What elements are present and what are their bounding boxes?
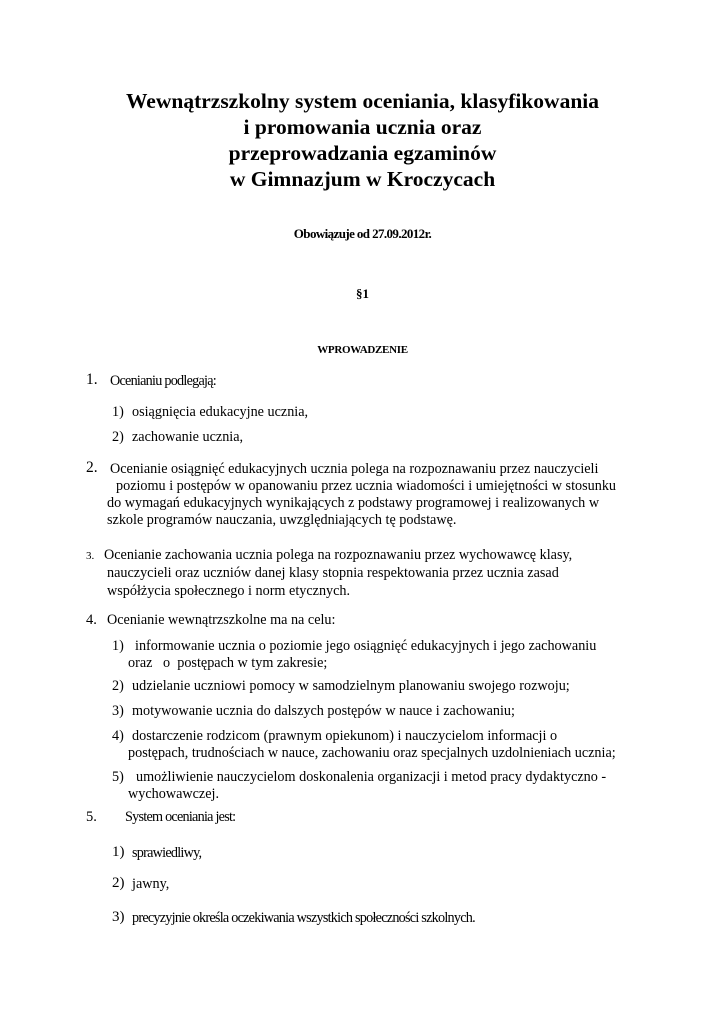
paragraph-marker: §1 — [356, 286, 369, 301]
subitem-text: osiągnięcia edukacyjne ucznia, — [132, 404, 309, 420]
subitem-number: 1) — [112, 638, 124, 654]
item-number: 2. — [86, 459, 98, 476]
subitem-number: 5) — [112, 769, 124, 785]
title-line: Wewnątrzszkolny system oceniania, klasyfikowania — [125, 89, 600, 113]
item-number: 4. — [86, 612, 97, 628]
title-line: w Gimnazjum w Kroczycach — [229, 167, 496, 191]
subitem-number: 4) — [112, 728, 124, 744]
item-text-line: do wymagań edukacyjnych wynikających z podstawy programowej i realizowanych w — [107, 495, 600, 511]
item-text-line: współżycia społecznego i norm etycznych. — [107, 583, 351, 599]
subitem-text: precyzyjnie określa oczekiwania wszystkich społeczności szkolnych. — [132, 910, 475, 926]
subitem-number: 2) — [112, 678, 124, 694]
subitem-text-line: postępach, trudnościach w nauce, zachowaniu oraz specjalnych uzdolnieniach ucznia; — [128, 745, 616, 761]
subitem-text-line: oraz o postępach w tym zakresie; — [128, 655, 328, 671]
subitem-text: zachowanie ucznia, — [132, 429, 244, 445]
subitem-text: motywowanie ucznia do dalszych postępów w nauce i zachowaniu; — [132, 703, 515, 719]
subitem-text-line: informowanie ucznia o poziomie jego osiągnięć edukacyjnych i jego zachowaniu — [135, 638, 597, 654]
subitem-text-line: umożliwienie nauczycielom doskonalenia organizacji i metod pracy dydaktyczno - — [136, 769, 607, 785]
subitem-number: 3) — [112, 703, 124, 719]
item-number: 3. — [86, 550, 95, 562]
subitem-number: 1) — [112, 404, 124, 420]
item-text: System oceniania jest: — [125, 809, 236, 825]
item-text: Ocenianiu podlegają: — [110, 373, 216, 389]
title-line: przeprowadzania egzaminów — [228, 141, 497, 165]
item-text-line: Ocenianie zachowania ucznia polega na rozpoznawaniu przez wychowawcę klasy, — [104, 547, 573, 563]
item-text-line: szkole programów nauczania, uwzględniających tę podstawę. — [107, 512, 457, 528]
item-text-line: nauczycieli oraz uczniów danej klasy stopnia respektowania przez ucznia zasad — [107, 565, 559, 581]
item-text-line: poziomu i postępów w opanowaniu przez ucznia wiadomości i umiejętności w stosunku — [116, 478, 617, 494]
item-number: 1. — [86, 371, 98, 388]
title-line: i promowania ucznia oraz — [243, 115, 482, 139]
item-number: 5. — [86, 809, 97, 825]
subitem-number: 3) — [112, 909, 125, 925]
subitem-number: 2) — [112, 875, 125, 891]
subitem-text: jawny, — [132, 876, 170, 892]
subitem-text: udzielanie uczniowi pomocy w samodzielnym planowaniu swojego rozwoju; — [132, 678, 570, 694]
subitem-text-line: dostarczenie rodzicom (prawnym opiekunom) i nauczycielom informacji o — [132, 728, 558, 744]
section-heading: WPROWADZENIE — [317, 344, 408, 356]
item-text: Ocenianie wewnątrzszkolne ma na celu: — [107, 612, 336, 628]
subitem-text: sprawiedliwy, — [132, 845, 202, 861]
subitem-number: 2) — [112, 429, 124, 445]
subitem-number: 1) — [112, 844, 125, 860]
item-text-line: Ocenianie osiągnięć edukacyjnych ucznia polega na rozpoznawaniu przez nauczycieli — [110, 461, 599, 477]
effective-date: Obowiązuje od 27.09.2012r. — [293, 226, 432, 241]
document-title — [0, 88, 725, 192]
subitem-text-line: wychowawczej. — [128, 786, 219, 802]
